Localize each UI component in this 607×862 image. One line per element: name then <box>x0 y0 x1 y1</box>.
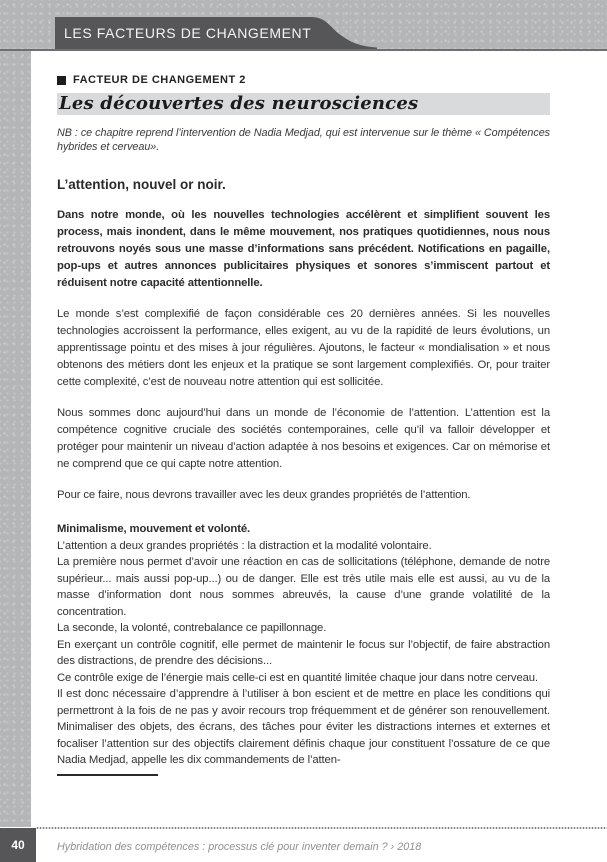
block-paragraph: L’attention a deux grandes propriétés : la distraction et la modalité volontaire. <box>57 539 432 552</box>
left-margin-strip <box>0 51 31 827</box>
section-kicker-label: FACTEUR DE CHANGEMENT 2 <box>73 74 246 86</box>
block-paragraph: En exerçant un contrôle cognitif, elle permet de maintenir le focus sur l’objectif, de faire abstraction des distractions, de prendre des décisions... <box>57 638 550 667</box>
chapter-tab <box>55 17 377 49</box>
top-band <box>0 0 607 51</box>
page-number: 40 <box>0 828 36 862</box>
section-kicker <box>57 74 550 86</box>
footer-running-title: Hybridation des compétences : processus clé pour inventer demain ? › 2018 <box>57 841 422 853</box>
nb-note: NB : ce chapitre reprend l’intervention de Nadia Medjad, qui est intervenue sur le thème « Compétences hybrides et cerveau». <box>57 127 550 153</box>
block-paragraph: Ce contrôle exige de l’énergie mais celle-ci est en quantité limitée chaque jour dans notre cerveau. <box>57 671 538 684</box>
footer-dotted-line <box>36 827 607 829</box>
square-bullet-icon <box>57 76 66 85</box>
heading-attention: L’attention, nouvel or noir. <box>57 177 226 192</box>
chapter-tab-title: LES FACTEURS DE CHANGEMENT <box>55 17 311 49</box>
heading-minimalisme: Minimalisme, mouvement et volonté. <box>57 523 251 535</box>
section-title: Les découvertes des neurosciences <box>57 93 550 115</box>
block-paragraph: Il est donc nécessaire d’apprendre à l’utiliser à bon escient et de mettre en place les conditions qui permettront à la fois de ne pas y avoir recours trop fréquemment et de générer son renouvellement. Minimaliser des objets, des écrans, des tâches pour éviter les distractions internes et externes et focaliser l’attention sur des objectifs clairement définis chaque jour constituent l’ossature de ce que Nadia Medjad, appelle les dix commandements de l’atten- <box>57 688 550 766</box>
paragraph-pour-ce-faire: Pour ce faire, nous devrons travailler avec les deux grandes propriétés de l’attention. <box>57 489 471 501</box>
paragraph-monde: Le monde s’est complexifié de façon considérable ces 20 dernières années. Si les nouvelles technologies accroissent la performance, elles exigent, au vu de la rapidité de leurs évolutions, un apprentissage pointu et des mises à jour régulières. Ajoutons, le facteur « mondialisation » et nous obtenons des métiers dont les enjeux et la pratique se sont largement complexifiés. Or, pour traiter cette complexité, c’est de nouveau notre attention qui est sollicitée. <box>57 308 550 388</box>
tab-curve-shape <box>311 17 377 49</box>
block-paragraph: La seconde, la volonté, contrebalance ce papillonnage. <box>57 622 327 634</box>
page-content <box>57 51 550 776</box>
paragraph-economie: Nous sommes donc aujourd’hui dans un monde de l’économie de l’attention. L’attention est la compétence cognitive cruciale des sociétés contemporaines, celle qu’il va falloir développer et protéger pour maintenir un niveau d’action adaptée à nos besoins et exigences. Car on mémorise et ne comprend que ce qui capte notre attention. <box>57 407 550 470</box>
block-paragraph: La première nous permet d’avoir une réaction en cas de sollicitations (téléphone, demande de notre supérieur... mais aussi pop-up...) ou de danger. Elle est très utile mais elle est aussi, au vu de la masse d’information dont nous sommes abreuvés, la cause d’une grande volatilité de la concentration. <box>57 556 550 618</box>
footnote-rule <box>57 774 158 776</box>
paragraph-intro: Dans notre monde, où les nouvelles technologies accélèrent et simplifient souvent les process, mais inondent, dans le même mouvement, nos pratiques quotidiennes, nous nous retrouvons noyés sous une masse d’informations sans précédent. Notifications en pagaille, pop-ups et autres annonces publicitaires physiques et sonores s’immiscent partout et réduisent notre capacité attentionnelle. <box>57 209 550 289</box>
